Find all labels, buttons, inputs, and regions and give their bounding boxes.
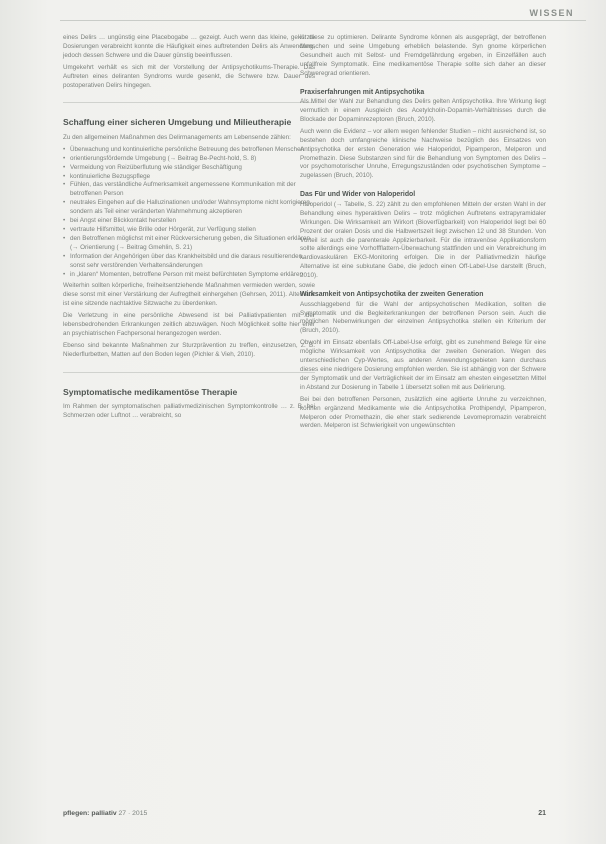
milieu-intro: Zu den allgemeinen Maßnahmen des Delirmanagements am Lebensende zählen: <box>63 133 291 141</box>
right-intro: ist diese zu optimieren. Delirante Syndrome können als ausgeprägt, der betroffenen Menschen und seine Umgebung erheblich belastende. Syn gnome körperlichen Gesundheit auch mit Selbst- und Fremdgefährdung ergeben, in Einzelfällen auch unfallfreie Symptomatik. Eine medikamentöse Therapie sollte sich daher an dieser Schweregrad orientieren. <box>300 34 546 77</box>
list-item: • neutrales Eingehen auf die Halluzinationen und/oder Wahnsymptome nicht korrigieren, sondern als Teil einer veränderten Wahrnehmung akzeptieren <box>63 199 315 217</box>
page-number: 21 <box>538 810 546 817</box>
journal-title: pflegen: palliativ <box>63 810 117 817</box>
heading-zweite-generation: Wirksamkeit von Antipsychotika der zweiten Generation <box>300 291 484 299</box>
milieu-paragraph-1: Weiterhin sollten körperliche, freiheitsentziehende Maßnahmen vermieden werden, sowie diese sonst mit einer Verstärkung der Aufregtheit einhergehen (Gehrsen, 2011). Alternativ ist eine sitzende nachtaktive Sitzwache zu überdenken. <box>63 282 315 308</box>
measures-list <box>63 146 315 280</box>
page-header <box>0 0 606 22</box>
haloperidol-paragraph: Haloperidol (→ Tabelle, S. 22) zählt zu den empfohlenen Mitteln der ersten Wahl in der Behandlung eines hyperaktiven Delirs – trotz möglichen Auftretens extrapyramidaler Wirkungen. Die Wirksamkeit am Wirkort (Bioverfügbarkeit) von Haloperidol liegt bei 60 Prozent der oralen Dosis und die Halbwertszeit liegt zwischen 12 und 38 Stunden. Von Vorteil ist auch die parenterale Applizierbarkeit. Für die intravenöse Applikationsform sollte allerdings eine Vorhoffflattern-Überwachung stattfinden und ein Verabreichung im kardiovaskulären EKG-Monitoring erfolgen. Die in der Palliativmedizin häufige Alternative ist eine subkutane Gabe, die jedoch einen Off-Label-Use darstellt (Bruch, 2010). <box>300 200 546 280</box>
list-item: • in „klaren“ Momenten, betroffene Person mit meist befürchteten Symptome erklären <box>63 271 315 280</box>
right-column <box>300 34 546 434</box>
left-intro-1: eines Delirs … ungünstig eine Placebogabe … gezeigt. Auch wenn das kleine, gekürzte Dosierungen verabreicht konnte die Häufigkeit eines auftretenden Delirs als Anwendung, jedoch dessen Schwere und die Dauer günstig beeinflussen. <box>63 34 315 59</box>
generation-paragraph-2: Obwohl im Einsatz ebenfalls Off-Label-Use erfolgt, gibt es zunehmend Belege für eine mögliche Wirksamkeit von Antipsychotika der zweiten Generation. Wegen des unterschiedlichen Cyp-Wertes, aus anderen Anwendungsgebieten kann durchaus dieses eine niedrigere Dosierung empfohlen werden. Sie ist abhängig von der Schwere der Symptomatik und der Verträglichkeit der im Einsatz am ehesten eingesetzten Mittel in Abstand zur Dosierung in Tabelle 1 übersetzt sollen mit aus Delirierung. <box>300 339 546 391</box>
heading-praxiserfahrungen: Praxiserfahrungen mit Antipsychotika <box>300 88 425 96</box>
list-item: • kontinuierliche Bezugspflege <box>63 173 315 182</box>
list-item: • Vermeidung von Reizüberflutung wie ständiger Beschäftigung <box>63 164 315 173</box>
list-item: • bei Angst einer Blickkontakt herstellen <box>63 217 315 226</box>
heading-milieutherapie: Schaffung einer sicheren Umgebung und Milieutherapie <box>63 117 292 128</box>
section-divider <box>63 372 315 373</box>
journal-name <box>63 810 147 817</box>
list-item: • Überwachung und kontinuierliche persönliche Betreuung des betroffenen Menschen <box>63 146 315 155</box>
list-item: • Fühlen, das verständliche Aufmerksamkeit angemessene Kommunikation mit der betroffenen Person <box>63 181 315 199</box>
therapy-paragraph: Im Rahmen der symptomatischen palliativmedizinischen Symptomkontrolle … z. B. bei Schmerzen oder Luftnot … verabreicht, so <box>63 403 315 420</box>
heading-haloperidol: Das Für und Wider von Haloperidol <box>300 191 416 199</box>
heading-symptomatische-therapie: Symptomatische medikamentöse Therapie <box>63 386 238 397</box>
milieu-paragraph-2: Die Verletzung in eine persönliche Abwesend ist bei Palliativpatienten mit der lebensbedrohenden Erkrankungen zeitlich abzuwägen. Noch Möglichkeit sollte hier eher an psychiatrischen Fachpersonal herangezogen werden. <box>63 312 315 337</box>
header-rule <box>60 20 586 21</box>
journal-issue: 27 · 2015 <box>118 810 148 817</box>
left-column <box>63 34 315 424</box>
list-item: • den Betroffenen möglichst mit einer Rückversicherung geben, die Situationen erklären (→ Orientierung (→ Beitrag Gmehlin, S. 21) <box>63 235 315 253</box>
left-intro-2: Umgekehrt verhält es sich mit der Vorstellung der Antipsychotikums-Therapie. Das Auftreten eines deliranten Syndroms wurde gesenkt, die Schwere bzw. Dauer des postoperativen Delirs hingegen. <box>63 63 315 89</box>
section-divider <box>63 102 315 103</box>
list-item: • vertraute Hilfsmittel, wie Brille oder Hörgerät, zur Verfügung stellen <box>63 226 315 235</box>
praxis-paragraph-2: Auch wenn die Evidenz – vor allem wegen fehlender Studien – nicht ausreichend ist, so bestehen doch umfangreiche klinische Nachweise bezüglich des Einsatzes von Antipsychotika der ersten Generation wie Haloperidol, Pipamperon, Melperon und Promethazin. Diese Substanzen sind für die Behandlung von Symptomen des Delirs – vor psychomotorischer Unruhe, Erregungszuständen oder psychotischen Symptome – zugelassen (Bruch, 2010). <box>300 127 546 180</box>
list-item: • orientierungsfördernde Umgebung (→ Beitrag Be-Pecht-hold, S. 8) <box>63 155 315 164</box>
praxis-paragraph-1: Als Mittel der Wahl zur Behandlung des Delirs gelten Antipsychotika. Ihre Wirkung liegt vermutlich in einem Ausgleich des Acetylcholin-Dopamin-Verhältnisses durch die Blockade der Dopaminrezeptoren (Bruch, 2010). <box>300 98 546 123</box>
list-item: • Information der Angehörigen über das Krankheitsbild und die daraus resultierenden, sonst sehr verstörenden Verhaltensänderungen <box>63 253 315 271</box>
milieu-paragraph-3: Ebenso sind bekannte Maßnahmen zur Sturzprävention zu treffen, einzusetzen, z. B. Niederflurbetten, Matten auf den Boden legen (Pichler & Vieh, 2010). <box>63 341 315 358</box>
page-footer <box>63 810 546 822</box>
section-label: WISSEN <box>529 8 574 18</box>
generation-paragraph-1: Ausschlaggebend für die Wahl der antipsychotischen Medikation, sollten die Symptomatik und die Begleiterkrankungen der betroffenen Person sein. Auch die möglichen Nebenwirkungen der einzelnen Antipsychotika stellen ein Kriterium der (Bruch, 2010). <box>300 300 546 335</box>
generation-paragraph-3: Bei bei den betroffenen Personen, zusätzlich eine agitierte Unruhe zu verzeichnen, können ergänzend Medikamente wie die Antipsychotika Prothipendyl, Pipamperon, Melperon oder Promethazin, die eher stark sedierende Levomepromazin verabreicht werden. Melperon ist Schwierigkeit von ungewünschten <box>300 395 546 430</box>
